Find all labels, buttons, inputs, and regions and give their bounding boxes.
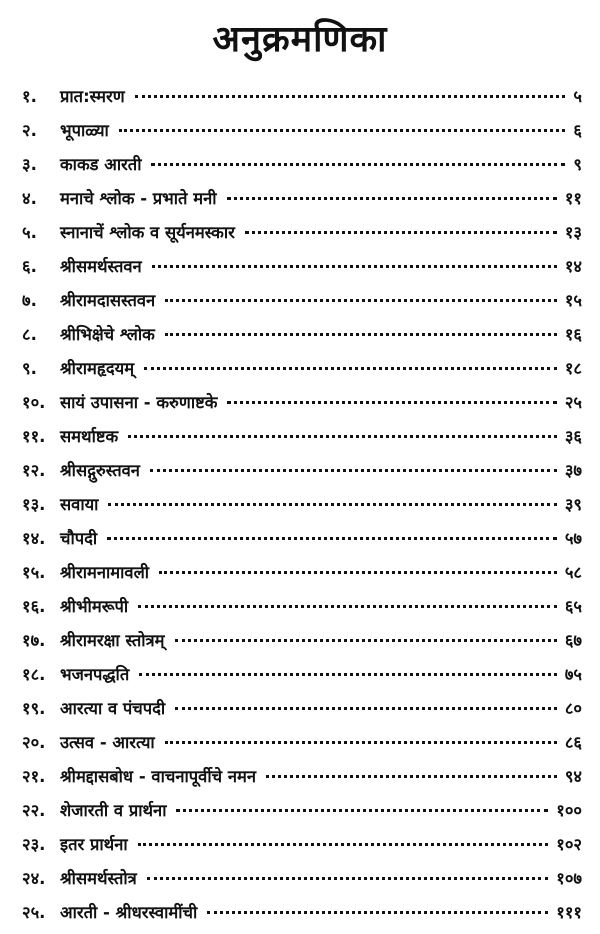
dot-leader <box>151 163 565 166</box>
toc-entry[interactable] <box>22 628 582 662</box>
entry-page-number: १०२ <box>556 835 582 854</box>
entry-title: श्रीरामदासस्तवन <box>60 291 156 310</box>
entry-page-number: ९ <box>573 155 582 174</box>
dot-leader <box>107 537 557 540</box>
entry-number: ११. <box>22 427 46 446</box>
toc-entry[interactable] <box>22 730 582 764</box>
toc-entry[interactable] <box>22 764 582 798</box>
dot-leader <box>152 265 557 268</box>
entry-number: १९. <box>22 699 46 718</box>
entry-number: ३. <box>22 155 37 174</box>
entry-number: २१. <box>22 767 46 786</box>
toc-entry[interactable] <box>22 832 582 866</box>
entry-title: काकड आरती <box>60 155 142 174</box>
entry-page-number: ३६ <box>564 427 582 446</box>
entry-page-number: ५८ <box>564 563 582 582</box>
dot-leader <box>138 605 557 608</box>
dot-leader <box>207 911 548 914</box>
dot-leader <box>175 707 557 710</box>
dot-leader <box>135 95 566 98</box>
toc-list <box>22 84 582 934</box>
entry-title: इतर प्रार्थना <box>60 835 128 854</box>
entry-number: १२. <box>22 461 46 480</box>
entry-title: चौपदी <box>60 529 98 548</box>
entry-number: ८. <box>22 325 37 344</box>
entry-title: भूपाळ्या <box>60 121 109 140</box>
entry-title: सायं उपासना - करुणाष्टके <box>60 393 218 412</box>
toc-entry[interactable] <box>22 322 582 356</box>
entry-page-number: २५ <box>564 393 582 412</box>
entry-title: श्रीभीमरूपी <box>60 597 129 616</box>
toc-entry[interactable] <box>22 662 582 696</box>
entry-page-number: ३७ <box>564 461 582 480</box>
entry-number: २५. <box>22 903 46 922</box>
entry-title: आरत्या व पंचपदी <box>60 699 166 718</box>
entry-title: उत्सव - आरत्या <box>60 733 155 752</box>
toc-entry[interactable] <box>22 424 582 458</box>
dot-leader <box>175 639 557 642</box>
dot-leader <box>245 231 557 234</box>
entry-page-number: ५ <box>573 87 582 106</box>
dot-leader <box>138 843 549 846</box>
entry-title: श्रीसद्गुरुस्तवन <box>60 461 140 480</box>
entry-number: १८. <box>22 665 46 684</box>
entry-number: १४. <box>22 529 46 548</box>
entry-number: १. <box>22 87 37 106</box>
toc-entry[interactable] <box>22 492 582 526</box>
entry-number: २४. <box>22 869 46 888</box>
toc-entry[interactable] <box>22 118 582 152</box>
entry-page-number: ७५ <box>564 665 582 684</box>
entry-page-number: ६७ <box>564 631 582 650</box>
toc-entry[interactable] <box>22 594 582 628</box>
entry-title: श्रीभिक्षेचे श्लोक <box>60 325 155 344</box>
entry-title: स्नानाचें श्लोक व सूर्यनमस्कार <box>60 223 235 242</box>
toc-entry[interactable] <box>22 84 582 118</box>
entry-title: प्रात:स्मरण <box>60 87 125 106</box>
entry-title: श्रीसमर्थस्तोत्र <box>60 869 137 888</box>
entry-number: ५. <box>22 223 37 242</box>
entry-page-number: १४ <box>564 257 582 276</box>
entry-number: १५. <box>22 563 46 582</box>
entry-page-number: ९४ <box>564 767 582 786</box>
entry-page-number: १०० <box>556 801 582 820</box>
toc-entry[interactable] <box>22 900 582 934</box>
dot-leader <box>159 571 557 574</box>
toc-entry[interactable] <box>22 458 582 492</box>
entry-page-number: १५ <box>564 291 582 310</box>
entry-title: श्रीसमर्थस्तवन <box>60 257 142 276</box>
dot-leader <box>165 333 557 336</box>
entry-number: १६. <box>22 597 46 616</box>
entry-page-number: ११ <box>564 189 582 208</box>
entry-title: सवाया <box>60 495 99 514</box>
entry-title: शेजारती व प्रार्थना <box>60 801 167 820</box>
entry-page-number: १११ <box>556 903 582 922</box>
entry-number: २२. <box>22 801 46 820</box>
dot-leader <box>227 197 557 200</box>
entry-number: २. <box>22 121 37 140</box>
entry-page-number: १६ <box>564 325 582 344</box>
entry-title: मनाचे श्लोक - प्रभाते मनी <box>60 189 217 208</box>
entry-number: ४. <box>22 189 37 208</box>
entry-number: २०. <box>22 733 46 752</box>
dot-leader <box>119 129 566 132</box>
entry-page-number: ३९ <box>564 495 582 514</box>
entry-title: समर्थाष्टक <box>60 427 119 446</box>
page-title: अनुक्रमणिका <box>212 19 388 60</box>
dot-leader <box>266 775 557 778</box>
entry-title: आरती - श्रीधरस्वामींची <box>60 903 198 922</box>
entry-title: श्रीमद्दासबोध - वाचनापूर्वीचे नमन <box>60 767 256 786</box>
entry-title: श्रीरामरक्षा स्तोत्रम् <box>60 631 165 650</box>
entry-page-number: ८० <box>564 699 582 718</box>
dot-leader <box>128 435 557 438</box>
toc-entry[interactable] <box>22 220 582 254</box>
entry-number: ९. <box>22 359 37 378</box>
toc-entry[interactable] <box>22 186 582 220</box>
toc-entry[interactable] <box>22 152 582 186</box>
entry-number: १७. <box>22 631 46 650</box>
toc-entry[interactable] <box>22 254 582 288</box>
dot-leader <box>139 673 557 676</box>
dot-leader <box>165 741 557 744</box>
dot-leader <box>150 469 557 472</box>
entry-title: भजनपद्धति <box>60 665 130 684</box>
entry-page-number: १८ <box>564 359 582 378</box>
entry-page-number: १३ <box>564 223 582 242</box>
toc-entry[interactable] <box>22 390 582 424</box>
entry-page-number: ६ <box>573 121 582 140</box>
toc-entry[interactable] <box>22 866 582 900</box>
dot-leader <box>165 299 557 302</box>
toc-entry[interactable] <box>22 798 582 832</box>
toc-entry[interactable] <box>22 356 582 390</box>
entry-number: १३. <box>22 495 46 514</box>
entry-page-number: ५७ <box>564 529 582 548</box>
entry-page-number: ८६ <box>564 733 582 752</box>
entry-number: १०. <box>22 393 46 412</box>
entry-number: ७. <box>22 291 37 310</box>
entry-page-number: १०७ <box>556 869 582 888</box>
toc-entry[interactable] <box>22 526 582 560</box>
entry-number: ६. <box>22 257 37 276</box>
toc-entry[interactable] <box>22 560 582 594</box>
entry-title: श्रीरामनामावली <box>60 563 150 582</box>
dot-leader <box>147 877 549 880</box>
entry-number: २३. <box>22 835 46 854</box>
dot-leader <box>227 401 556 404</box>
toc-entry[interactable] <box>22 288 582 322</box>
dot-leader <box>176 809 548 812</box>
toc-entry[interactable] <box>22 696 582 730</box>
dot-leader <box>108 503 556 506</box>
entry-title: श्रीरामहृदयम् <box>60 359 135 378</box>
dot-leader <box>144 367 557 370</box>
entry-page-number: ६५ <box>564 597 582 616</box>
